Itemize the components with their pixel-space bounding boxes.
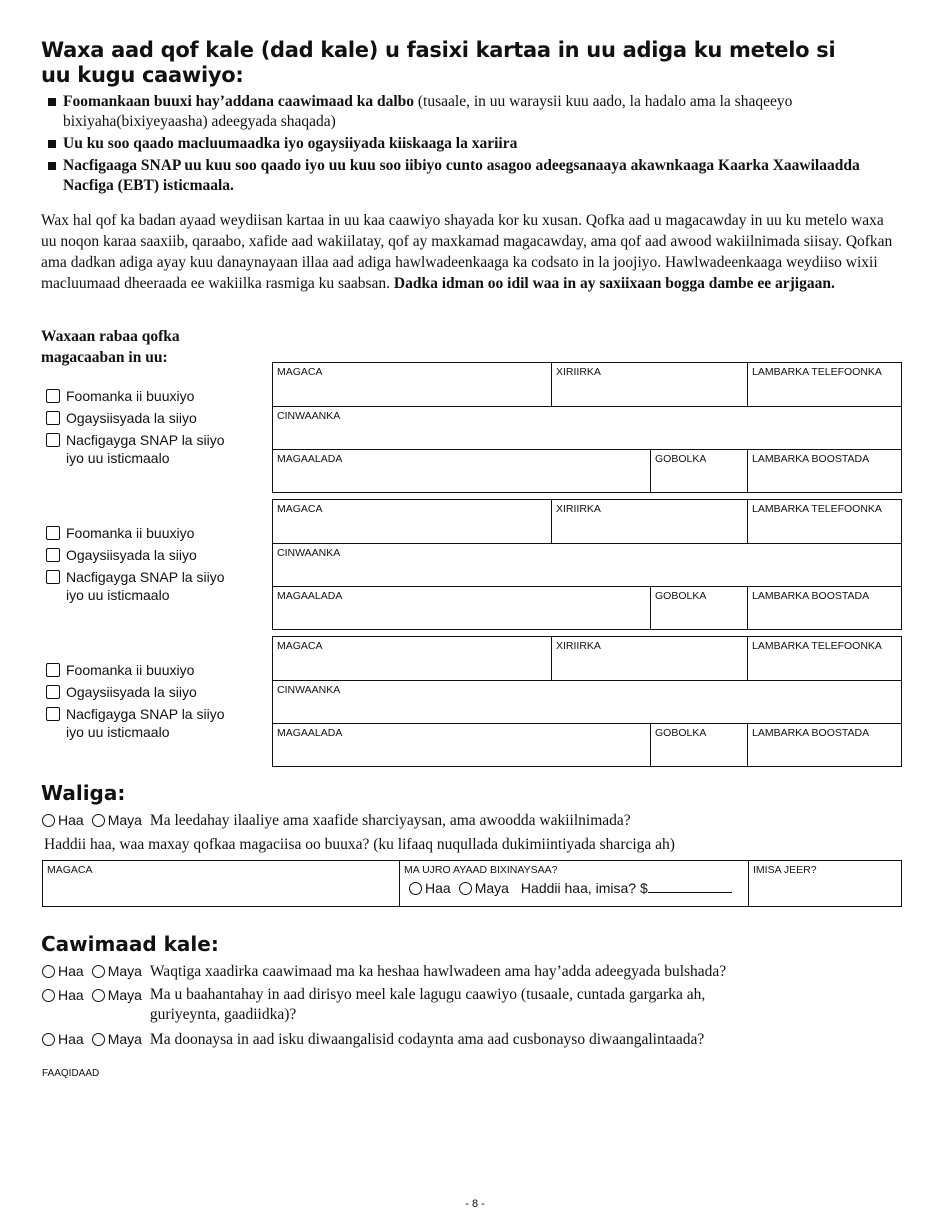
radio-label: Haa (425, 880, 451, 896)
field-label: CINWAANKA (277, 547, 341, 559)
field-label: MAGACA (277, 640, 323, 652)
relation-field[interactable] (552, 363, 747, 406)
checkbox-box[interactable] (46, 570, 60, 584)
checkbox-forms[interactable] (46, 661, 266, 679)
field-label: LAMBARKA TELEFOONKA (752, 640, 882, 652)
q2-no-radio[interactable] (92, 985, 142, 1005)
footer-label: FAAQIDAAD (42, 1068, 100, 1079)
field-label: MAGAALADA (277, 453, 343, 465)
permissions-list (45, 92, 895, 198)
list-item (45, 92, 895, 132)
radio-circle-icon[interactable] (92, 989, 105, 1002)
name-field[interactable] (273, 363, 551, 406)
relation-field[interactable] (552, 637, 747, 680)
radio-circle-icon[interactable] (42, 989, 55, 1002)
rep-1-options (46, 387, 266, 471)
rep-2-options (46, 524, 266, 608)
address-field[interactable] (273, 681, 901, 723)
other-help-q1-row (42, 961, 726, 982)
checkbox-box[interactable] (46, 548, 60, 562)
checkbox-label: Ogaysiisyada la siiyo (66, 547, 197, 563)
bullet-bold-text: Nacfigaaga SNAP uu kuu soo qaado iyo uu kuu soo iibiyo cunto asagoo adeegsanaaya akawnkaaga Kaarka Xaawilaadda Nacfiga (EBT) isticmaala. (63, 157, 860, 194)
city-field[interactable] (273, 450, 650, 493)
fee-no-radio[interactable] (459, 880, 509, 896)
checkbox-forms[interactable] (46, 387, 266, 405)
field-label: GOBOLKA (655, 590, 707, 602)
field-label: MA UJRO AYAAD BIXINAYSAA? (404, 864, 558, 876)
bullet-square-icon (48, 98, 56, 106)
zip-field[interactable] (748, 450, 903, 493)
state-field[interactable] (651, 450, 747, 493)
q1-no-radio[interactable] (92, 961, 142, 981)
checkbox-box[interactable] (46, 411, 60, 425)
guardian-fee-options (409, 880, 744, 896)
city-field[interactable] (273, 587, 650, 630)
checkbox-box[interactable] (46, 526, 60, 540)
checkbox-box[interactable] (46, 707, 60, 721)
intro-paragraph (41, 210, 903, 294)
checkbox-box[interactable] (46, 663, 60, 677)
intro-bold-text: Dadka idman oo idil waa in ay saxiixaan bogga dambe ee arjigaan. (393, 275, 835, 292)
field-label: MAGACA (277, 366, 323, 378)
checkbox-label: Foomanka ii buuxiyo (66, 388, 195, 404)
radio-label: Maya (107, 1031, 142, 1047)
field-label: MAGAALADA (277, 727, 343, 739)
checkbox-forms[interactable] (46, 524, 266, 542)
radio-circle-icon[interactable] (92, 1033, 105, 1046)
name-field[interactable] (273, 500, 551, 543)
field-label: CINWAANKA (277, 684, 341, 696)
guardian-frequency-field[interactable] (749, 861, 901, 906)
question-text: Ma u baahantahay in aad dirisyo meel kale lagugu caawiyo (tusaale, cuntada gargarka ah, guriyeynta, gaadiidka)? (149, 986, 706, 1023)
checkbox-label: Foomanka ii buuxiyo (66, 525, 195, 541)
q3-no-radio[interactable] (92, 1029, 142, 1049)
field-label: GOBOLKA (655, 453, 707, 465)
field-label: LAMBARKA TELEFOONKA (752, 503, 882, 515)
radio-circle-icon[interactable] (42, 1033, 55, 1046)
field-label: GOBOLKA (655, 727, 707, 739)
radio-circle-icon[interactable] (459, 882, 472, 895)
field-label: CINWAANKA (277, 410, 341, 422)
field-label: MAGACA (47, 864, 93, 876)
guardian-no-radio[interactable] (92, 810, 142, 830)
other-help-q3-row (42, 1029, 704, 1050)
fee-yes-radio[interactable] (409, 880, 451, 896)
checkbox-snap[interactable] (46, 568, 231, 604)
guardian-name-field[interactable] (43, 861, 399, 906)
other-help-heading: Cawimaad kale: (41, 932, 219, 956)
radio-circle-icon[interactable] (42, 814, 55, 827)
radio-label: Haa (58, 1031, 84, 1047)
checkbox-box[interactable] (46, 433, 60, 447)
checkbox-label: Nacfigayga SNAP la siiyo iyo uu isticmaalo (66, 706, 225, 740)
field-label: MAGACA (277, 503, 323, 515)
field-label: XIRIIRKA (556, 503, 601, 515)
bullet-bold-text: Uu ku soo qaado macluumaadka iyo ogaysiiyada kiiskaaga la xariira (63, 135, 518, 152)
checkbox-notices[interactable] (46, 409, 266, 427)
bullet-square-icon (48, 162, 56, 170)
field-label: IMISA JEER? (753, 864, 817, 876)
radio-label: Haa (58, 812, 84, 828)
other-help-q2-row (42, 985, 902, 1025)
checkbox-snap[interactable] (46, 705, 231, 741)
fee-amount-input[interactable] (648, 880, 732, 893)
q2-yes-radio[interactable] (42, 985, 84, 1005)
checkbox-notices[interactable] (46, 683, 266, 701)
field-label: XIRIIRKA (556, 366, 601, 378)
field-label: MAGAALADA (277, 590, 343, 602)
intro-text: Wax hal qof ka badan ayaad weydiisan kartaa in uu kaa caawiyo shayada kor ku xusan. Qofka aad u magacawday in uu ku metelo waxa uu noqon karaa saaxiib, qaraabo, xafide aad wakiilatay, qof ay maxkamad magacawday, ama qof aad awood wakiilnimada siisay. Qofkan ama dadkan adiga ayay kuu danaynayaan illaa aad adiga hawlwadeenkaaga ka codsato in la joojiyo. Hawlwadeenkaaga weydiiso wixii macluumaad dheeraada ee wakiilka rasmiga ku saabsan. (41, 212, 893, 292)
guardian-question: Ma leedahay ilaaliye ama xaafide sharciyaysan, ama awoodda wakiilnimada? (149, 812, 631, 829)
fee-amount-label: Haddii haa, imisa? $ (520, 880, 648, 896)
radio-label: Maya (474, 880, 509, 896)
radio-label: Maya (107, 812, 142, 828)
bullet-square-icon (48, 140, 56, 148)
guardian-yes-radio[interactable] (42, 810, 84, 830)
page-number: - 8 - (465, 1198, 485, 1210)
checkbox-label: Nacfigayga SNAP la siiyo iyo uu isticmaalo (66, 432, 225, 466)
question-text: Ma doonaysa in aad isku diwaangalisid codaynta ama aad cusbonayso diwaangalintaada? (149, 1031, 705, 1048)
field-label: LAMBARKA BOOSTADA (752, 727, 870, 739)
address-field[interactable] (273, 544, 901, 586)
guardian-heading: Waliga: (41, 781, 126, 805)
name-field[interactable] (273, 637, 551, 680)
radio-label: Maya (107, 963, 142, 979)
question-text: Waqtiga xaadirka caawimaad ma ka heshaa hawlwadeen ama hay’adda adeegyada bulshada? (149, 963, 727, 980)
field-label: LAMBARKA BOOSTADA (752, 453, 870, 465)
checkbox-box[interactable] (46, 389, 60, 403)
radio-circle-icon[interactable] (409, 882, 422, 895)
field-label: LAMBARKA BOOSTADA (752, 590, 870, 602)
radio-circle-icon[interactable] (92, 814, 105, 827)
checkbox-label: Foomanka ii buuxiyo (66, 662, 195, 678)
radio-label: Maya (107, 987, 142, 1003)
zip-field[interactable] (748, 587, 903, 630)
zip-field[interactable] (748, 724, 903, 767)
bullet-bold-text: Foomankaan buuxi hay’addana caawimaad ka dalbo (63, 93, 415, 110)
guardian-followup: Haddii haa, waa maxay qofkaa magaciisa oo buuxa? (ku lifaaq nuqullada dukimiintiyada sharciga ah) (44, 836, 675, 853)
field-label: LAMBARKA TELEFOONKA (752, 366, 882, 378)
guardian-table (42, 860, 902, 907)
phone-field[interactable] (748, 363, 903, 406)
page-heading: Waxa aad qof kale (dad kale) u fasixi kartaa in uu adiga ku metelo si uu kugu caawiyo: (41, 38, 836, 87)
rep-3-table (272, 636, 902, 767)
guardian-question-row (42, 810, 631, 831)
address-field[interactable] (273, 407, 901, 449)
bullet-text: (tusaale, in uu waraysii kuu aado, la hadalo ama la shaqeeyo bixiyaha(bixiyeyaasha) adeegyada shaqada) (63, 93, 793, 130)
guardian-fee-field (400, 861, 748, 906)
rep-2-table (272, 499, 902, 630)
q1-yes-radio[interactable] (42, 961, 84, 981)
radio-label: Haa (58, 987, 84, 1003)
checkbox-label: Ogaysiisyada la siiyo (66, 410, 197, 426)
list-item (45, 156, 895, 196)
radio-circle-icon[interactable] (92, 965, 105, 978)
state-field[interactable] (651, 587, 747, 630)
checkbox-notices[interactable] (46, 546, 266, 564)
relation-field[interactable] (552, 500, 747, 543)
q3-yes-radio[interactable] (42, 1029, 84, 1049)
city-field[interactable] (273, 724, 650, 767)
rep-1-table (272, 362, 902, 493)
checkbox-label: Ogaysiisyada la siiyo (66, 684, 197, 700)
checkbox-snap[interactable] (46, 431, 231, 467)
phone-field[interactable] (748, 637, 903, 680)
checkbox-box[interactable] (46, 685, 60, 699)
state-field[interactable] (651, 724, 747, 767)
rep-permissions-label: Waxaan rabaa qofka magacaaban in uu: (41, 328, 180, 366)
radio-circle-icon[interactable] (42, 965, 55, 978)
rep-3-options (46, 661, 266, 745)
checkbox-label: Nacfigayga SNAP la siiyo iyo uu isticmaalo (66, 569, 225, 603)
list-item (45, 134, 895, 154)
field-label: XIRIIRKA (556, 640, 601, 652)
radio-label: Haa (58, 963, 84, 979)
phone-field[interactable] (748, 500, 903, 543)
